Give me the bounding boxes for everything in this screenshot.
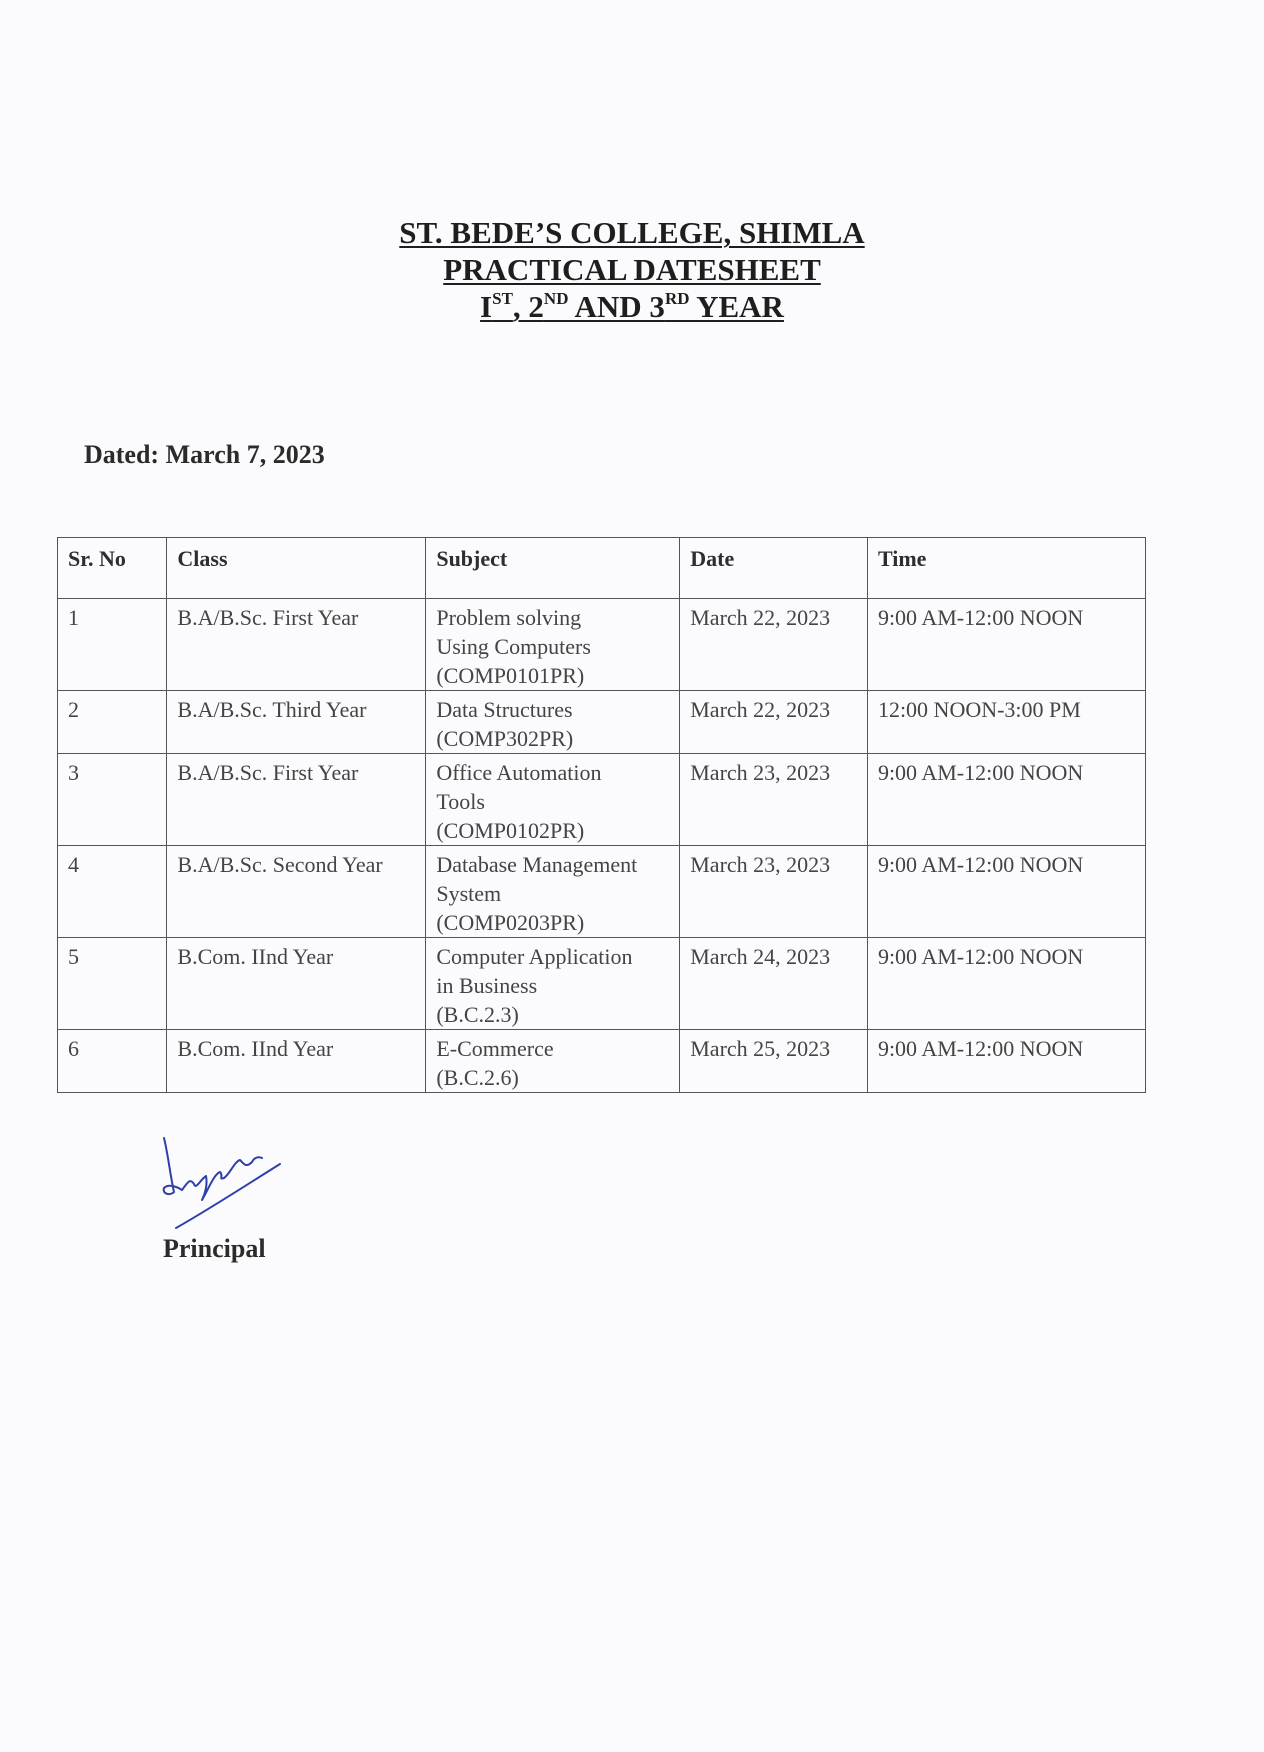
header-time: Time <box>867 538 1145 599</box>
table-row <box>58 599 1146 691</box>
cell-subject: Data Structures (COMP302PR) <box>426 691 680 754</box>
header-subject: Subject <box>426 538 680 599</box>
cell-subject: Office Automation Tools (COMP0102PR) <box>426 754 680 846</box>
datesheet-title: PRACTICAL DATESHEET <box>443 252 821 287</box>
cell-subject: Computer Application in Business (B.C.2.3) <box>426 938 680 1030</box>
datesheet-table <box>57 537 1146 1093</box>
cell-class: B.Com. IInd Year <box>167 1030 426 1093</box>
cell-date: March 23, 2023 <box>680 846 868 938</box>
header-class: Class <box>167 538 426 599</box>
cell-sr: 2 <box>58 691 167 754</box>
cell-date: March 22, 2023 <box>680 599 868 691</box>
cell-class: B.A/B.Sc. First Year <box>167 754 426 846</box>
cell-sr: 3 <box>58 754 167 846</box>
cell-time: 9:00 AM-12:00 NOON <box>867 599 1145 691</box>
cell-sr: 5 <box>58 938 167 1030</box>
table-row <box>58 1030 1146 1093</box>
cell-date: March 22, 2023 <box>680 691 868 754</box>
cell-sr: 4 <box>58 846 167 938</box>
header-date: Date <box>680 538 868 599</box>
cell-class: B.A/B.Sc. First Year <box>167 599 426 691</box>
cell-class: B.A/B.Sc. Third Year <box>167 691 426 754</box>
cell-time: 9:00 AM-12:00 NOON <box>867 938 1145 1030</box>
cell-date: March 25, 2023 <box>680 1030 868 1093</box>
table-row <box>58 691 1146 754</box>
cell-time: 9:00 AM-12:00 NOON <box>867 1030 1145 1093</box>
document-heading <box>0 214 1264 325</box>
cell-time: 9:00 AM-12:00 NOON <box>867 754 1145 846</box>
signatory-title: Principal <box>163 1234 266 1263</box>
table-row <box>58 846 1146 938</box>
college-name: ST. BEDE’S COLLEGE, SHIMLA <box>399 215 865 250</box>
table-header-row <box>58 538 1146 599</box>
table-row <box>58 938 1146 1030</box>
cell-date: March 23, 2023 <box>680 754 868 846</box>
year-line: IST, 2ND AND 3RD YEAR <box>480 289 784 324</box>
dated-line: Dated: March 7, 2023 <box>84 440 325 469</box>
cell-class: B.A/B.Sc. Second Year <box>167 846 426 938</box>
cell-date: March 24, 2023 <box>680 938 868 1030</box>
cell-subject: Problem solving Using Computers (COMP0101PR) <box>426 599 680 691</box>
header-sr-no: Sr. No <box>58 538 167 599</box>
cell-sr: 1 <box>58 599 167 691</box>
cell-subject: Database Management System (COMP0203PR) <box>426 846 680 938</box>
cell-class: B.Com. IInd Year <box>167 938 426 1030</box>
table-row <box>58 754 1146 846</box>
cell-sr: 6 <box>58 1030 167 1093</box>
signature-icon <box>158 1134 288 1234</box>
cell-time: 9:00 AM-12:00 NOON <box>867 846 1145 938</box>
cell-subject: E-Commerce (B.C.2.6) <box>426 1030 680 1093</box>
cell-time: 12:00 NOON-3:00 PM <box>867 691 1145 754</box>
